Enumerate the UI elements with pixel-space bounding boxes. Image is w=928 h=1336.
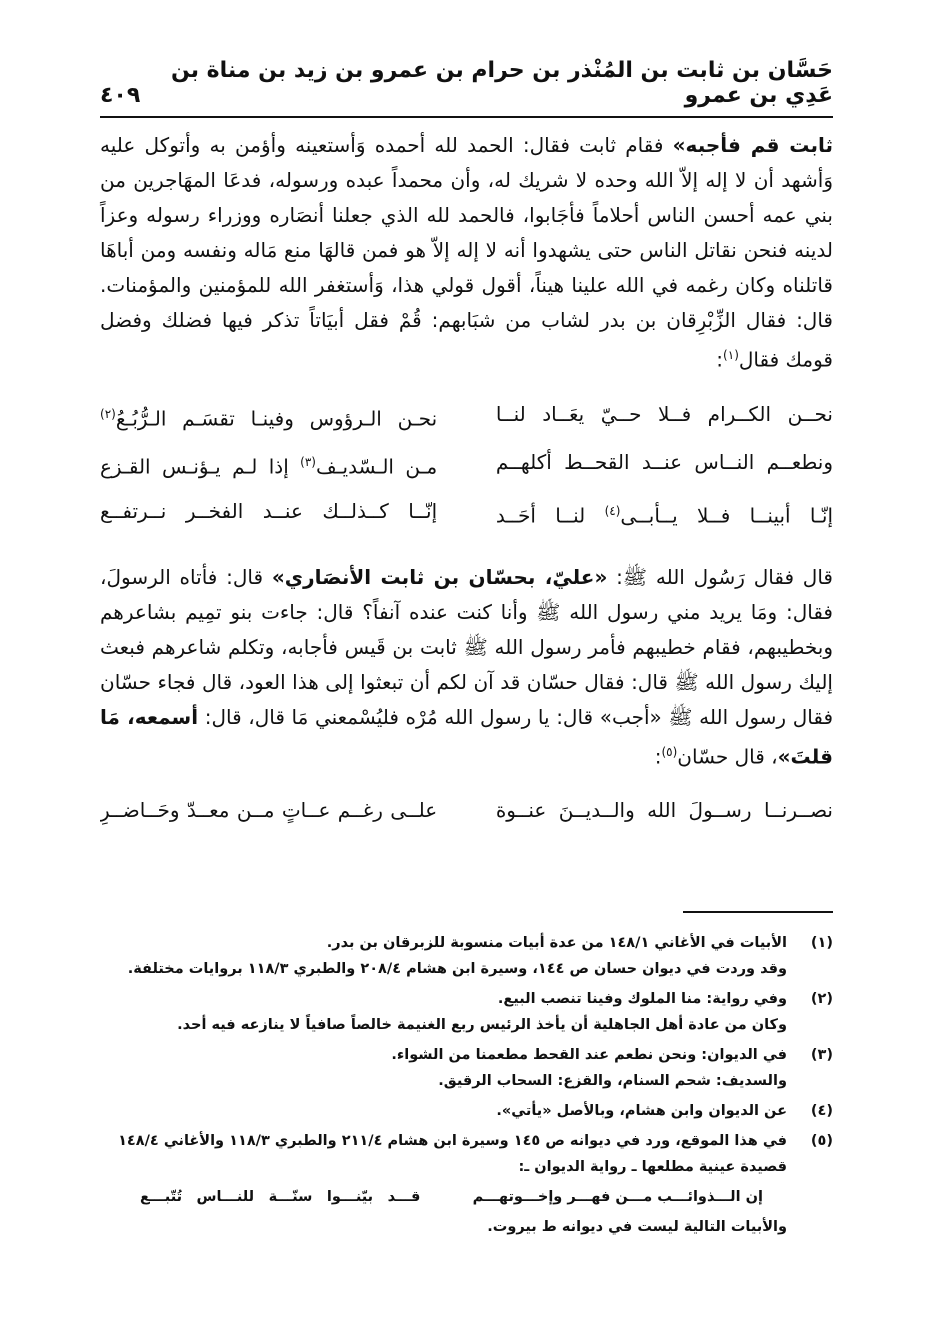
footnotes — [100, 930, 833, 1244]
footnote-ref[interactable]: (٤) — [604, 503, 621, 518]
footnote-ref[interactable]: (٢) — [100, 406, 116, 421]
footnote-line: في هذا الموقع، ورد في ديوانه ص ١٤٥ وسيرة ابن هشام ٢١١/٤ والطبري ١١٨/٣ والأغاني ١٤٨/٤ — [118, 1133, 787, 1149]
hemistich-text: مـن الـسّديـف — [315, 454, 438, 479]
second-hemistich — [100, 392, 437, 441]
footnote-body — [100, 1098, 787, 1124]
footnote-ref[interactable]: (٣) — [300, 455, 316, 470]
footnote-body — [100, 986, 787, 1038]
footnote-number: (١) — [810, 935, 833, 951]
paragraph-text: ، قال حسّان — [677, 744, 778, 769]
footnote — [100, 986, 833, 1038]
colon: : — [716, 347, 724, 372]
footnote-number: (٢) — [810, 991, 833, 1007]
footnote-line: وفي رواية: منا الملوك وفينا تنصب البيع. — [497, 991, 787, 1007]
first-hemistich: ونطعــم النــاس عنــد القحــط أكلهــم — [495, 450, 833, 475]
hemistich-text: لنــا أحَــد — [495, 503, 605, 528]
colon: : — [654, 744, 662, 769]
paragraph-text: قال فقال رَسُول الله ﷺ: — [607, 564, 833, 589]
footnote-body — [100, 1042, 787, 1094]
footnote-ref[interactable]: (١) — [723, 348, 739, 362]
footnote-line: قصيدة عينية مطلعها ـ رواية الديوان ـ: — [518, 1159, 787, 1175]
second-hemistich — [100, 440, 437, 489]
poem-2 — [100, 788, 833, 832]
hemistich-text: إذا لـم يـؤنـس القـزع — [100, 454, 301, 479]
second-hemistich: قـــد بيّنـــوا سنّـــة للنـــاس تُتّبـــع — [140, 1189, 421, 1205]
footnote-number: (٣) — [810, 1047, 833, 1063]
paragraph-text: فقام ثابت فقال: الحمد لله أحمده وَأستعينه وأؤمن به وأتوكل عليه وَأشهد أن لا إله إلاّ الله وحده لا شريك له، وأن محمداً عبده ورسوله، فدعَا المهَاجرين من بني عمه أحسن الناس أحلاماً فأجَابوا، فالحمد لله الذي جعلنا أنصَاره ووزراء رسوله وعزاً لدينه فنحن نقاتل الناس حتى يشهدوا أنه لا إله إلاّ هو فمن قالهَا منع مَاله ونفسه ومن أباهَا قاتلناه وكان رغمه في الله علينا هيناً، أقول قولي هذا، وَأستغفر الله للمؤمنين والمؤمنات. قال: فقال الزِّبْرِقان بن بدر لشاب من شبَابهم: قُمْ فقل أبيَاتاً تذكر فيها فضلك وفضل قومك فقال — [100, 133, 833, 372]
main-text — [100, 128, 833, 854]
page-header — [100, 60, 833, 118]
paragraph-1 — [100, 128, 833, 378]
footnote-line: والسديف: شحم السنام، والقزع: السحاب الرقيق. — [438, 1073, 787, 1089]
first-hemistich: نحــن الكــرام فــلا حــيّ يعَــاد لنــا — [495, 401, 833, 426]
footnote-verse — [100, 1180, 787, 1214]
footnote-number: (٥) — [810, 1133, 833, 1149]
footnote — [100, 1098, 833, 1124]
verse — [100, 489, 833, 538]
paragraph-2 — [100, 560, 833, 775]
verse — [100, 440, 833, 489]
bold-phrase: أسمعه، مَا قلتَ» — [100, 704, 833, 769]
footnote-number: (٤) — [810, 1103, 833, 1119]
footnote-line: في الديوان: ونحن نطعم عند القحط مطعمنا من الشواء. — [391, 1047, 787, 1063]
footnote — [100, 1128, 833, 1240]
first-hemistich: إن الـــذوائـــب مـــن فهـــر وإخـــوتهـــم — [472, 1189, 763, 1205]
footnote-line: عن الديوان وابن هشام، وبالأصل «يأتي». — [496, 1103, 787, 1119]
footnote-body — [100, 1128, 787, 1240]
second-hemistich: إنّــا كــذلــك عنــد الفخــر نــرتفــع — [100, 498, 438, 523]
footnote-line: الأبيات في الأغاني ١٤٨/١ من عدة أبيات منسوبة للزبرقان بن بدر. — [326, 935, 787, 951]
first-hemistich: نصــرنــا رســولَ الله والــديــنَ عنــوة — [495, 798, 833, 823]
footnote-separator — [683, 911, 833, 913]
bold-phrase: «عليّ، بحسّان بن ثابت الأنصَاري» — [271, 564, 608, 589]
poem-1 — [100, 392, 833, 538]
footnote-line: والأبيات التالية ليست في ديوانه ط بيروت. — [487, 1219, 787, 1235]
footnote — [100, 1042, 833, 1094]
footnote-body — [100, 930, 787, 982]
footnote-ref[interactable]: (٥) — [661, 744, 678, 759]
footnote-line: وكان من عادة أهل الجاهلية أن يأخذ الرئيس ربع الغنيمة خالصاً صافياً لا ينازعه فيه أحد. — [177, 1017, 787, 1033]
bold-phrase: ثابت قم فأجبه» — [672, 133, 834, 157]
verse — [100, 788, 833, 832]
footnote — [100, 930, 833, 982]
paragraph-text: قال: فأتاه الرسولَ، فقال: ومَا يريد مني رسول الله ﷺ وأنا كنت عنده آنفاً؟ قال: جاءت بنو تمِيم بشاعرهم وبخطيبهم، فقام خطيبهم فأمر رسول الله ﷺ ثابت بن قَيس فأجابه، وتكلم شاعرهم فبعث إليك رسول الله ﷺ قال: فقال حسّان قد آن لكم أن تبعثوا إلى هذا العود، قال فجاء حسّان فقال رسول الله ﷺ «أجب» قال: يا رسول الله مُرْه فليُسْمعني مَا قال، قال: — [100, 564, 833, 729]
footnote-line: وقد وردت في ديوان حسان ص ١٤٤، وسيرة ابن هشام ٢٠٨/٤ والطبري ١١٨/٣ بروايات مختلفة. — [127, 961, 787, 977]
page-number: ٤٠٩ — [100, 83, 141, 108]
hemistich-text: نحـن الـرؤوس وفينـا تقسَـم الـرُّبُـعُ — [115, 406, 438, 431]
hemistich-text: إنّـا أبينــا فــلا يــأبــى — [620, 503, 833, 528]
first-hemistich — [496, 489, 833, 538]
running-title: حَسَّان بن ثابت بن المُنْذر بن حرام بن عمرو بن زيد بن مناة بن عَدِي بن عمرو — [170, 58, 833, 108]
verse — [100, 392, 833, 441]
second-hemistich: علــى رغــم عــاتٍ مــن معــدّ وحَــاضــرِ — [100, 798, 438, 823]
